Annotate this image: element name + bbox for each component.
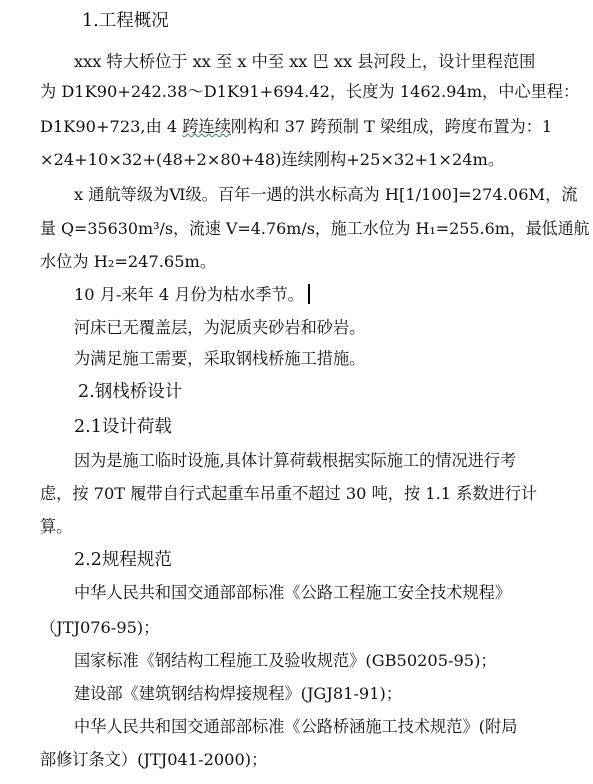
reference-line: 中华人民共和国交通部部标准《公路桥涵施工技术规范》(附局 (74, 717, 518, 736)
paragraph-line (74, 284, 310, 306)
text-run: 10 月-来年 4 月份为枯水季节。 (74, 285, 304, 304)
section-heading-2: 2.钢栈桥设计 (78, 382, 183, 402)
paragraph-line: x 通航等级为Ⅵ级。百年一遇的洪水标高为 H[1/100]=274.06M，流 (74, 185, 578, 204)
spellcheck-underlined-text: 跨连续 (182, 117, 231, 136)
paragraph-line: 为 D1K90+242.38～D1K91+694.42，长度为 1462.94m，中心里程： (40, 82, 580, 101)
paragraph-line: 为满足施工需要，采取钢栈桥施工措施。 (74, 349, 366, 368)
paragraph-line (40, 116, 552, 138)
reference-line: 建设部《建筑钢结构焊接规程》(JGJ81-91)； (74, 684, 403, 703)
section-heading-2-1: 2.1设计荷载 (74, 417, 172, 437)
text-cursor (308, 284, 310, 304)
text-run: 刚构和 37 跨预制 T 梁组成，跨度布置为：1 (230, 117, 553, 136)
text-run: D1K90+723,由 4 (40, 117, 183, 136)
paragraph-line: ×24+10×32+(48+2×80+48)连续刚构+25×32+1×24m。 (40, 150, 505, 169)
section-heading-1: 1.工程概况 (82, 11, 169, 31)
reference-line: （JTJ076-95)； (40, 618, 160, 637)
section-heading-2-2: 2.2规程规范 (74, 550, 172, 570)
reference-line: 国家标准《钢结构工程施工及验收规范》(GB50205-95)； (74, 651, 497, 670)
paragraph-line: 因为是施工临时设施,具体计算荷载根据实际施工的情况进行考 (74, 451, 517, 470)
paragraph-line: xxx 特大桥位于 xx 至 x 中至 xx 巴 xx 县河段上，设计里程范围 (74, 52, 536, 71)
paragraph-line: 虑，按 70T 履带自行式起重车吊重不超过 30 吨，按 1.1 系数进行计 (40, 484, 538, 503)
reference-line: 中华人民共和国交通部部标准《公路工程施工安全技术规程》 (74, 583, 512, 602)
paragraph-line: 量 Q=35630m³/s，流速 V=4.76m/s，施工水位为 H₁=255.6m，最低通航 (40, 219, 590, 238)
reference-line: 部修订条文）(JTJ041-2000)； (40, 750, 268, 769)
paragraph-line: 水位为 H₂=247.65m。 (40, 252, 217, 271)
paragraph-line: 算。 (40, 517, 73, 536)
paragraph-line: 河床已无覆盖层，为泥质夹砂岩和砂岩。 (74, 318, 366, 337)
